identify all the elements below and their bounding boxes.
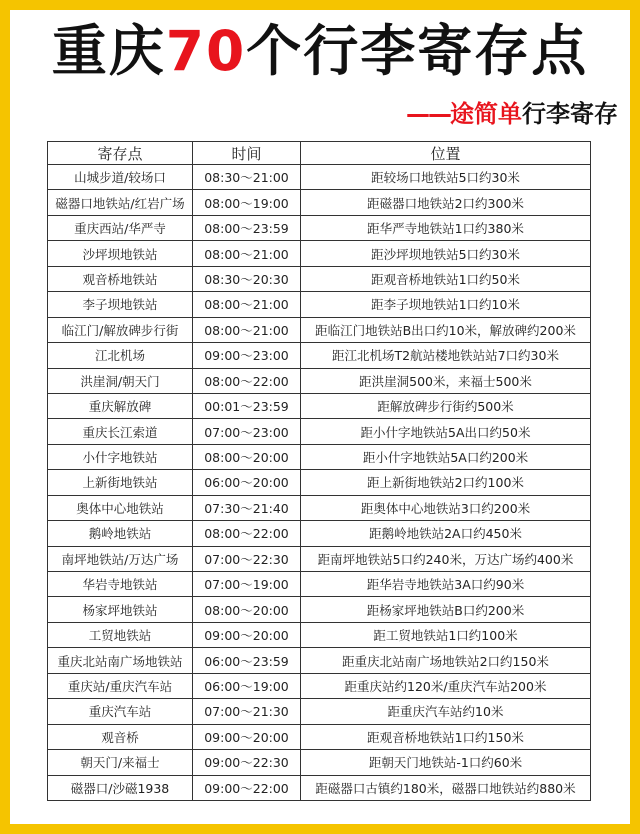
cell-position: 距重庆汽车站约10米 — [301, 699, 591, 724]
cell-location: 江北机场 — [48, 343, 193, 368]
cell-position: 距较场口地铁站5口约30米 — [301, 165, 591, 190]
storage-table — [47, 141, 591, 801]
cell-time: 08:00～22:00 — [193, 368, 301, 393]
cell-position: 距小什字地铁站5A口约200米 — [301, 444, 591, 469]
page-title — [0, 16, 640, 86]
cell-position: 距重庆北站南广场地铁站2口约150米 — [301, 648, 591, 673]
cell-location: 小什字地铁站 — [48, 444, 193, 469]
table-row — [48, 495, 591, 520]
table-row — [48, 546, 591, 571]
cell-position: 距华严寺地铁站1口约380米 — [301, 215, 591, 240]
cell-location: 临江门/解放碑步行街 — [48, 317, 193, 342]
cell-position: 距观音桥地铁站1口约50米 — [301, 266, 591, 291]
table-row — [48, 622, 591, 647]
table-row — [48, 343, 591, 368]
cell-time: 07:00～23:00 — [193, 419, 301, 444]
cell-position: 距李子坝地铁站1口约10米 — [301, 292, 591, 317]
table-row — [48, 317, 591, 342]
cell-position: 距洪崖洞500米，来福士500米 — [301, 368, 591, 393]
cell-location: 工贸地铁站 — [48, 622, 193, 647]
cell-location: 洪崖洞/朝天门 — [48, 368, 193, 393]
cell-location: 重庆北站南广场地铁站 — [48, 648, 193, 673]
table-row — [48, 775, 591, 800]
cell-location: 鹅岭地铁站 — [48, 521, 193, 546]
cell-position: 距华岩寺地铁站3A口约90米 — [301, 572, 591, 597]
cell-location: 南坪地铁站/万达广场 — [48, 546, 193, 571]
subtitle — [406, 98, 618, 130]
cell-time: 07:00～21:30 — [193, 699, 301, 724]
cell-location: 重庆解放碑 — [48, 393, 193, 418]
table-row — [48, 750, 591, 775]
cell-position: 距上新街地铁站2口约100米 — [301, 470, 591, 495]
cell-time: 08:00～21:00 — [193, 317, 301, 342]
cell-time: 08:30～20:30 — [193, 266, 301, 291]
cell-time: 06:00～20:00 — [193, 470, 301, 495]
table-row — [48, 165, 591, 190]
table-row — [48, 419, 591, 444]
cell-time: 09:00～22:00 — [193, 775, 301, 800]
cell-location: 朝天门/来福士 — [48, 750, 193, 775]
cell-position: 距临江门地铁站B出口约10米，解放碑约200米 — [301, 317, 591, 342]
cell-time: 09:00～23:00 — [193, 343, 301, 368]
header-time: 时间 — [193, 142, 301, 165]
title-part-1: 重庆 — [51, 19, 166, 83]
cell-position: 距工贸地铁站1口约100米 — [301, 622, 591, 647]
table-row — [48, 648, 591, 673]
cell-location: 观音桥 — [48, 724, 193, 749]
cell-time: 08:00～20:00 — [193, 444, 301, 469]
cell-position: 距重庆站约120米/重庆汽车站200米 — [301, 673, 591, 698]
cell-location: 杨家坪地铁站 — [48, 597, 193, 622]
header-location: 寄存点 — [48, 142, 193, 165]
cell-position: 距磁器口地铁站2口约300米 — [301, 190, 591, 215]
title-highlight-number: 70 — [165, 19, 247, 83]
table-row — [48, 292, 591, 317]
cell-location: 观音桥地铁站 — [48, 266, 193, 291]
cell-location: 沙坪坝地铁站 — [48, 241, 193, 266]
cell-time: 08:00～19:00 — [193, 190, 301, 215]
cell-time: 08:00～21:00 — [193, 292, 301, 317]
cell-position: 距小什字地铁站5A出口约50米 — [301, 419, 591, 444]
cell-location: 重庆西站/华严寺 — [48, 215, 193, 240]
cell-time: 08:30～21:00 — [193, 165, 301, 190]
table-row — [48, 444, 591, 469]
cell-time: 07:00～19:00 — [193, 572, 301, 597]
cell-time: 09:00～22:30 — [193, 750, 301, 775]
table-row — [48, 393, 591, 418]
table-row — [48, 266, 591, 291]
table-row — [48, 673, 591, 698]
cell-time: 06:00～19:00 — [193, 673, 301, 698]
cell-location: 重庆长江索道 — [48, 419, 193, 444]
subtitle-brand: 途简单 — [450, 100, 522, 128]
cell-position: 距奥体中心地铁站3口约200米 — [301, 495, 591, 520]
cell-position: 距观音桥地铁站1口约150米 — [301, 724, 591, 749]
cell-position: 距杨家坪地铁站B口约200米 — [301, 597, 591, 622]
cell-position: 距磁器口古镇约180米，磁器口地铁站约880米 — [301, 775, 591, 800]
table-row — [48, 699, 591, 724]
table-header-row — [48, 142, 591, 165]
cell-location: 磁器口/沙磁1938 — [48, 775, 193, 800]
table-body — [48, 165, 591, 801]
table-row — [48, 470, 591, 495]
cell-time: 08:00～23:59 — [193, 215, 301, 240]
table-row — [48, 724, 591, 749]
cell-location: 山城步道/较场口 — [48, 165, 193, 190]
cell-location: 华岩寺地铁站 — [48, 572, 193, 597]
cell-position: 距南坪地铁站5口约240米，万达广场约400米 — [301, 546, 591, 571]
cell-time: 09:00～20:00 — [193, 622, 301, 647]
table-row — [48, 368, 591, 393]
cell-time: 07:30～21:40 — [193, 495, 301, 520]
cell-time: 06:00～23:59 — [193, 648, 301, 673]
cell-location: 重庆站/重庆汽车站 — [48, 673, 193, 698]
cell-time: 08:00～20:00 — [193, 597, 301, 622]
cell-position: 距解放碑步行街约500米 — [301, 393, 591, 418]
cell-location: 重庆汽车站 — [48, 699, 193, 724]
table-row — [48, 572, 591, 597]
cell-location: 上新街地铁站 — [48, 470, 193, 495]
cell-position: 距江北机场T2航站楼地铁站站7口约30米 — [301, 343, 591, 368]
table-row — [48, 215, 591, 240]
cell-time: 07:00～22:30 — [193, 546, 301, 571]
subtitle-dash: —— — [406, 100, 450, 128]
cell-position: 距朝天门地铁站-1口约60米 — [301, 750, 591, 775]
cell-location: 李子坝地铁站 — [48, 292, 193, 317]
table-row — [48, 597, 591, 622]
cell-time: 09:00～20:00 — [193, 724, 301, 749]
header-position: 位置 — [301, 142, 591, 165]
table-row — [48, 190, 591, 215]
table-row — [48, 241, 591, 266]
subtitle-rest: 行李寄存 — [522, 100, 618, 128]
cell-time: 08:00～22:00 — [193, 521, 301, 546]
table-row — [48, 521, 591, 546]
cell-location: 磁器口地铁站/红岩广场 — [48, 190, 193, 215]
cell-position: 距鹅岭地铁站2A口约450米 — [301, 521, 591, 546]
cell-location: 奥体中心地铁站 — [48, 495, 193, 520]
cell-position: 距沙坪坝地铁站5口约30米 — [301, 241, 591, 266]
cell-time: 00:01～23:59 — [193, 393, 301, 418]
title-part-2: 个行李寄存点 — [246, 19, 589, 83]
cell-time: 08:00～21:00 — [193, 241, 301, 266]
